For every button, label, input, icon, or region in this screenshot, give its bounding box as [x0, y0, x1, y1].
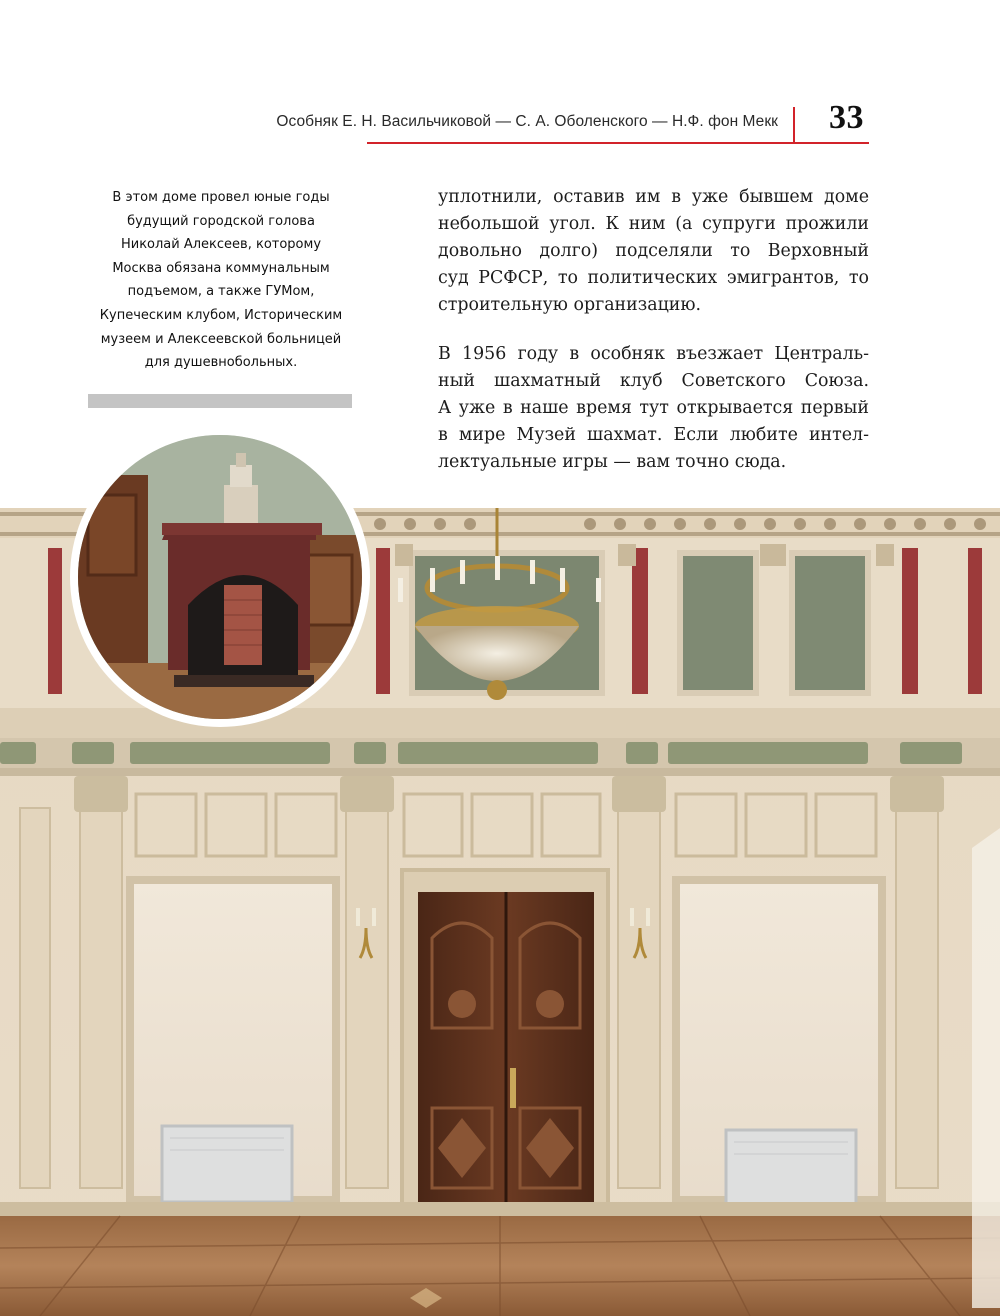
text-line: уплотнили, оставив им в уже бывшем доме — [438, 187, 869, 207]
caption-line: будущий городской голова — [127, 213, 315, 229]
text-line: строительную организацию. — [438, 295, 702, 315]
running-title: Особняк Е. Н. Васильчиковой — С. А. Оболенского — Н.Ф. фон Мекк — [276, 113, 778, 130]
text-line: довольно долго) подселяли то Верховный — [438, 241, 869, 261]
caption-bar — [88, 394, 352, 408]
text-line: в мире Музей шахмат. Если любите интел- — [438, 425, 869, 445]
header-rule — [367, 142, 869, 144]
article-paragraph-1 — [438, 184, 869, 319]
text-line: В 1956 году в особняк въезжает Централь- — [438, 344, 869, 364]
caption-line: для душевнобольных. — [144, 355, 298, 371]
fireplace-inset-photo — [70, 427, 370, 727]
text-line: лектуальные игры — вам точно сюда. — [438, 452, 787, 472]
caption-line: Москва обязана коммунальным — [112, 260, 330, 276]
article-paragraph-2 — [438, 341, 869, 476]
text-line: ный шахматный клуб Советского Союза. — [438, 371, 869, 391]
text-line: суд РСФСР, то политических эмигрантов, то — [438, 268, 869, 288]
text-line: А уже в наше время тут открывается первый — [438, 398, 869, 418]
caption-line: Николай Алексеев, которому — [120, 237, 322, 253]
caption-line: музеем и Алексеевской больницей — [100, 331, 342, 347]
caption-line: В этом доме провел юные годы — [112, 190, 330, 205]
page-number: 33 — [829, 99, 864, 136]
text-line: небольшой угол. К ним (а супруги прожили — [438, 214, 869, 234]
header-divider — [793, 107, 795, 144]
caption-line: Купеческим клубом, Историческим — [99, 307, 343, 323]
caption-line: подъемом, а также ГУМом, — [127, 284, 315, 300]
photo-caption — [72, 186, 370, 375]
